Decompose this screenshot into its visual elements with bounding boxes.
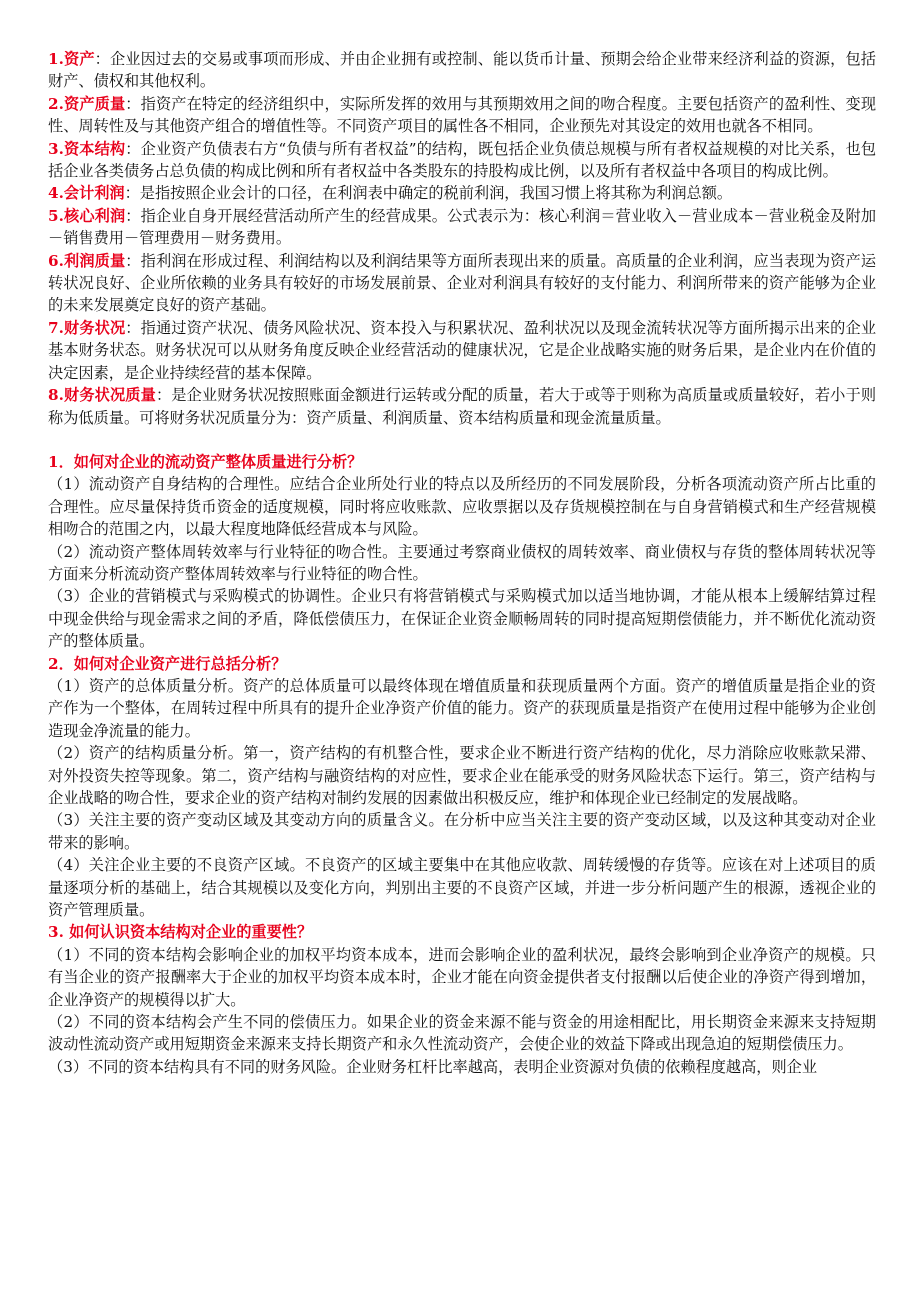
definition-term: 1.资产: [48, 50, 95, 68]
definition-7: [48, 317, 876, 384]
definition-text: ：指企业自身开展经营活动所产生的经营成果。公式表示为：核心利润＝营业收入－营业成本－营业税金及附加－销售费用－管理费用－财务费用。: [48, 206, 877, 248]
definition-1: [48, 48, 876, 93]
definition-4: [48, 182, 876, 204]
answer-item: （2）资产的结构质量分析。第一，资产结构的有机整合性，要求企业不断进行资产结构的优化，尽力消除应收账款呆滞、对外投资失控等现象。第二，资产结构与融资结构的对应性，要求企业在能承受的财务风险状态下运行。第三，资产结构与企业战略的吻合性，要求企业的资产结构对制约发展的因素做出积极反应，维护和体现企业已经制定的发展战略。: [48, 744, 876, 807]
answer-item: （2）流动资产整体周转效率与行业特征的吻合性。主要通过考察商业债权的周转效率、商业债权与存货的整体周转状况等方面来分析流动资产整体周转效率与行业特征的吻合性。: [48, 542, 876, 583]
question-3: [48, 921, 876, 1078]
definitions-section: [48, 48, 876, 429]
definition-text: ：是指按照企业会计的口径，在利润表中确定的税前利润，我国习惯上将其称为利润总额。: [124, 184, 733, 203]
answer-item: （3）不同的资本结构具有不同的财务风险。企业财务杠杆比率越高，表明企业资源对负债的依赖程度越高，则企业: [48, 1057, 818, 1076]
answer-item: （2）不同的资本结构会产生不同的偿债压力。如果企业的资金来源不能与资金的用途相配比，用长期资金来源来支持短期波动性流动资产或用短期资金来源来支持长期资产和永久性流动资产，会使企业的效益下降或出现急迫的短期偿债压力。: [48, 1013, 876, 1054]
definition-text: ：指利润在形成过程、利润结构以及利润结果等方面所表现出来的质量。高质量的企业利润，应当表现为资产运转状况良好、企业所依赖的业务具有较好的市场发展前景、企业对利润具有较好的支付能力、利润所带来的资产能够为企业的未来发展奠定良好的资产基础。: [48, 251, 877, 315]
definition-6: [48, 250, 876, 317]
definition-3: [48, 138, 876, 183]
definition-5: [48, 205, 876, 250]
definition-term: 7.财务状况: [48, 318, 126, 337]
answer-item: （3）关注主要的资产变动区域及其变动方向的质量含义。在分析中应当关注主要的资产变动区域，以及这种其变动对企业带来的影响。: [48, 811, 876, 852]
definition-term: 2.资产质量: [48, 94, 126, 113]
definition-term: 8.财务状况质量: [48, 386, 156, 405]
definition-text: ：是企业财务状况按照账面金额进行运转或分配的质量，若大于或等于则称为高质量或质量较好，若小于则称为低质量。可将财务状况质量分为：资产质量、利润质量、资本结构质量和现金流量质量。: [48, 386, 877, 427]
definition-term: 5.核心利润: [48, 206, 126, 225]
answer-item: （1）资产的总体质量分析。资产的总体质量可以最终体现在增值质量和获现质量两个方面。资产的增值质量是指企业的资产作为一个整体，在周转过程中所具有的提升企业净资产价值的能力。资产的获现质量是指资产在使用过程中能够为企业创造现金净流量的能力。: [48, 676, 876, 740]
definition-text: ：指资产在特定的经济组织中，实际所发挥的效用与其预期效用之间的吻合程度。主要包括资产的盈利性、变现性、周转性及与其他资产组合的增值性等。不同资产项目的属性各不相同，企业预先对其设定的效用也就各不相同。: [48, 94, 877, 136]
answer-item: （3）企业的营销模式与采购模式的协调性。企业只有将营销模式与采购模式加以适当地协调，才能从根本上缓解结算过程中现金供给与现金需求之间的矛盾，降低偿债压力，在保证企业资金顺畅周转的同时提高短期偿债能力，并不断优化流动资产的整体质量。: [48, 587, 876, 651]
answer-item: （1）流动资产自身结构的合理性。应结合企业所处行业的特点以及所经历的不同发展阶段，分析各项流动资产所占比重的合理性。应尽量保持货币资金的适度规模，同时将应收账款、应收票据以及存货规模控制在与自身营销模式和生产经营规模相吻合的范围之内，以最大程度地降低经营成本与风险。: [48, 475, 876, 539]
section-spacer: [48, 429, 876, 451]
definition-text: ：企业资产负债表右方“负债与所有者权益”的结构，既包括企业负债总规模与所有者权益规模的对比关系，也包括企业各类债务占总负债的构成比例和所有者权益中各类股东的持股构成比例，以及所有者权益中各项目的构成比例。: [48, 139, 877, 181]
question-title: 1．如何对企业的流动资产整体质量进行分析？: [48, 452, 363, 471]
question-2: [48, 653, 876, 922]
definition-term: 3.资本结构: [48, 139, 126, 158]
definition-term: 6.利润质量: [48, 251, 126, 270]
answer-item: （1）不同的资本结构会影响企业的加权平均资本成本，进而会影响企业的盈利状况，最终会影响到企业净资产的规模。只有当企业的资产报酬率大于企业的加权平均资本成本时，企业才能在向资金提供者支付报酬以后使企业的净资产得到增加，企业净资产的规模得以扩大。: [48, 945, 876, 1009]
answer-item: （4）关注企业主要的不良资产区域。不良资产的区域主要集中在其他应收款、周转缓慢的存货等。应该在对上述项目的质量逐项分析的基础上，结合其规模以及变化方向，判别出主要的不良资产区域，并进一步分析问题产生的根源，透视企业的资产管理质量。: [48, 856, 876, 920]
question-title: 2．如何对企业资产进行总括分析？: [48, 654, 287, 673]
definition-2: [48, 93, 876, 138]
question-1: [48, 451, 876, 653]
definition-text: ：指通过资产状况、债务风险状况、资本投入与积累状况、盈利状况以及现金流转状况等方面所揭示出来的企业基本财务状态。财务状况可以从财务角度反映企业经营活动的健康状况，它是企业战略实施的财务后果，是企业内在价值的决定因素，是企业持续经营的基本保障。: [48, 318, 877, 382]
definition-term: 4.会计利润: [48, 184, 125, 203]
definition-8: [48, 384, 876, 429]
question-title: 3. 如何认识资本结构对企业的重要性？: [48, 923, 313, 942]
definition-text: ：企业因过去的交易或事项而形成、并由企业拥有或控制、能以货币计量、预期会给企业带来经济利益的资源，包括财产、债权和其他权利。: [48, 50, 876, 91]
